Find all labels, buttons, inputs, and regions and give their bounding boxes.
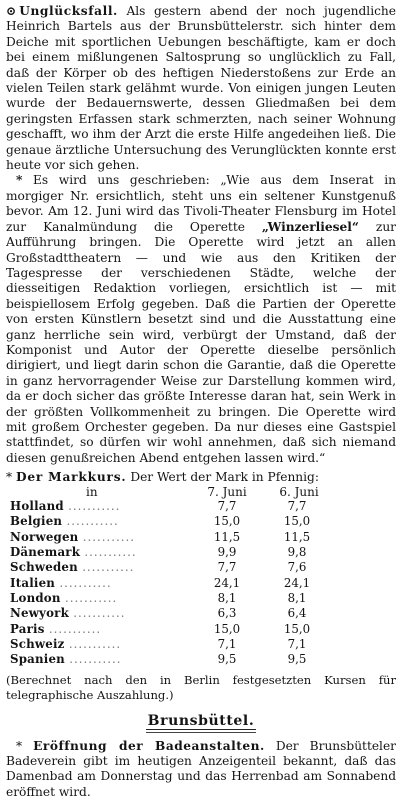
rate-june-6: 8,1 (287, 590, 307, 605)
rate-june-6: 24,1 (283, 575, 311, 590)
leader-dots: ........... (69, 652, 122, 667)
article-badeanstalten-text: Der Brunsbütteler Badeverein gibt im heutigen Anzeigenteil bekannt, daß das Damenbad am Donnerstag und das Herrenbad am Sonnabend eröffnet wird. (6, 738, 396, 799)
column-header-june-6: 6. Juni (279, 485, 319, 500)
table-row (10, 545, 332, 560)
leader-dots: ........... (82, 529, 136, 544)
markkurs-header (6, 470, 396, 485)
table-row (10, 530, 332, 545)
rate-june-7: 7,7 (217, 499, 237, 514)
rate-june-7: 8,1 (217, 590, 237, 605)
rate-june-6: 11,5 (283, 529, 311, 544)
rate-june-7: 7,1 (217, 636, 237, 651)
column-header-in: in (86, 485, 98, 500)
markkurs-note: (Berechnet nach den in Berlin festgesetzten Kursen für telegraphische Auszahlung.) (6, 673, 396, 703)
article-badeanstalten-heading: Eröffnung der Badeanstalten. (33, 738, 265, 753)
rate-june-7: 9,5 (217, 652, 237, 667)
markkurs-section (6, 470, 396, 702)
rate-june-6: 9,5 (287, 652, 307, 667)
country-name: Italien (10, 575, 56, 590)
table-row (10, 637, 332, 652)
circle-dot-icon: ⊙ (6, 4, 17, 18)
table-row (10, 591, 332, 606)
article-accident-paragraph (6, 4, 396, 173)
leader-dots: ........... (48, 621, 102, 636)
rate-june-7: 24,1 (213, 575, 241, 590)
table-row (10, 622, 332, 637)
rate-june-6: 9,8 (287, 545, 307, 560)
rate-june-7: 7,7 (217, 560, 237, 575)
table-row (10, 499, 332, 514)
country-name: Schweden (10, 560, 78, 575)
rate-june-7: 15,0 (213, 621, 241, 636)
asterisk-icon: * (6, 470, 13, 485)
leader-dots: ........... (66, 514, 119, 529)
article-operetta (6, 173, 396, 466)
asterisk-icon: * (16, 173, 23, 188)
section-divider (146, 732, 256, 733)
markkurs-table (10, 499, 332, 667)
markkurs-heading: Der Markkurs. (15, 470, 127, 485)
article-operetta-text-after: zur Aufführung bringen. Die Operette wird jetzt an allen Großstadttheatern — und wie aus den Kritiken der Tagespresse der verschiedenen Städte, welche der diesseitigen Redaktion vorliegen, ersichtlich ist — mit beispiellosem Erfolg gegeben. Daß die Partien der Operette von ersten Künstlern besetzt sind und die Ausstattung eine ganz herrliche sein wird, verbürgt der Umstand, daß der Komponist und Autor der Operette dieselbe persönlich dirigiert, und liegt darin schon die Garantie, daß die Operette in ganz hervorragender Weise zur Darstellung kommen wird, da er doch sicher das größte Interesse daran hat, sein Werk in der größten Vollkommenheit zu bringen. Die Operette wird mit großem Orchester gegeben. Da nur dieses eine Gastspiel stattfindet, so dürfen wir wohl annehmen, daß sich niemand diesen genußreichen Abend entgehen lassen wird.“ (6, 219, 396, 465)
country-name: Paris (10, 621, 45, 636)
leader-dots: ........... (73, 606, 126, 621)
leader-dots: ........... (68, 636, 122, 651)
operetta-title: „Winzerliesel“ (261, 219, 359, 234)
leader-dots: ........... (64, 590, 118, 605)
article-operetta-text-before: Es wird uns geschrieben: „Wie aus dem Inserat in morgiger Nr. ersichtlich, steht uns ein seltener Kunstgenuß bevor. Am 12. Juni wird das Tivoli-Theater Flensburg im Hotel zur Kanalmündung die Operette (6, 173, 396, 234)
rate-june-6: 7,6 (287, 560, 307, 575)
markkurs-column-headers (6, 485, 396, 499)
country-name: Belgien (10, 514, 63, 529)
rate-june-7: 9,9 (217, 545, 237, 560)
leader-dots: ........... (68, 499, 121, 514)
leader-dots: ........... (82, 560, 135, 575)
table-row (10, 576, 332, 591)
country-name: London (10, 590, 61, 605)
article-accident (6, 4, 396, 173)
rate-june-7: 11,5 (213, 529, 241, 544)
section-title: Brunsbüttel. (147, 712, 255, 729)
asterisk-icon: * (16, 738, 23, 753)
rate-june-7: 6,3 (217, 606, 237, 621)
rate-june-6: 6,4 (287, 606, 307, 621)
rate-june-6: 15,0 (283, 621, 311, 636)
country-name: Dänemark (10, 545, 81, 560)
leader-dots: ........... (84, 545, 137, 560)
article-operetta-paragraph (6, 173, 396, 466)
table-row (10, 606, 332, 621)
country-name: Spanien (10, 652, 65, 667)
rate-june-7: 15,0 (213, 514, 241, 529)
markkurs-intro: Der Wert der Mark in Pfennig: (126, 470, 319, 485)
country-name: Newyork (10, 606, 69, 621)
table-row (10, 560, 332, 575)
markkurs-table-body (10, 499, 332, 667)
column-header-june-7: 7. Juni (207, 485, 247, 500)
country-name: Holland (10, 499, 64, 514)
article-badeanstalten (6, 739, 396, 801)
table-row (10, 652, 332, 667)
rate-june-6: 15,0 (283, 514, 311, 529)
rate-june-6: 7,1 (287, 636, 307, 651)
country-name: Norwegen (10, 529, 79, 544)
article-accident-heading: Unglücksfall. (19, 4, 118, 18)
rate-june-6: 7,7 (287, 499, 307, 514)
table-row (10, 514, 332, 529)
section-heading (6, 713, 396, 729)
country-name: Schweiz (10, 636, 65, 651)
leader-dots: ........... (59, 575, 112, 590)
article-accident-text: Als gestern abend der noch jugendliche Heinrich Bartels aus der Brunsbüttelerstr. sich hinter dem Deiche mit sportlichen Uebungen beschäftigte, kam er doch bei einem mißlungenen Saltosprung so unglücklich zu Fall, daß der Körper ob des heftigen Niederstoßens zur Erde an vielen Teilen stark gelähmt wurde. Von einigen jungen Leuten wurde der Bedauernswerte, dessen Gliedmaßen bei dem geringsten Erfassen stark schmerzten, nach seiner Wohnung geschafft, wo ihm der Arzt die erste Hilfe angedeihen ließ. Die genaue ärztliche Untersuchung des Verunglückten konnte erst heute vor sich gehen. (6, 4, 396, 173)
